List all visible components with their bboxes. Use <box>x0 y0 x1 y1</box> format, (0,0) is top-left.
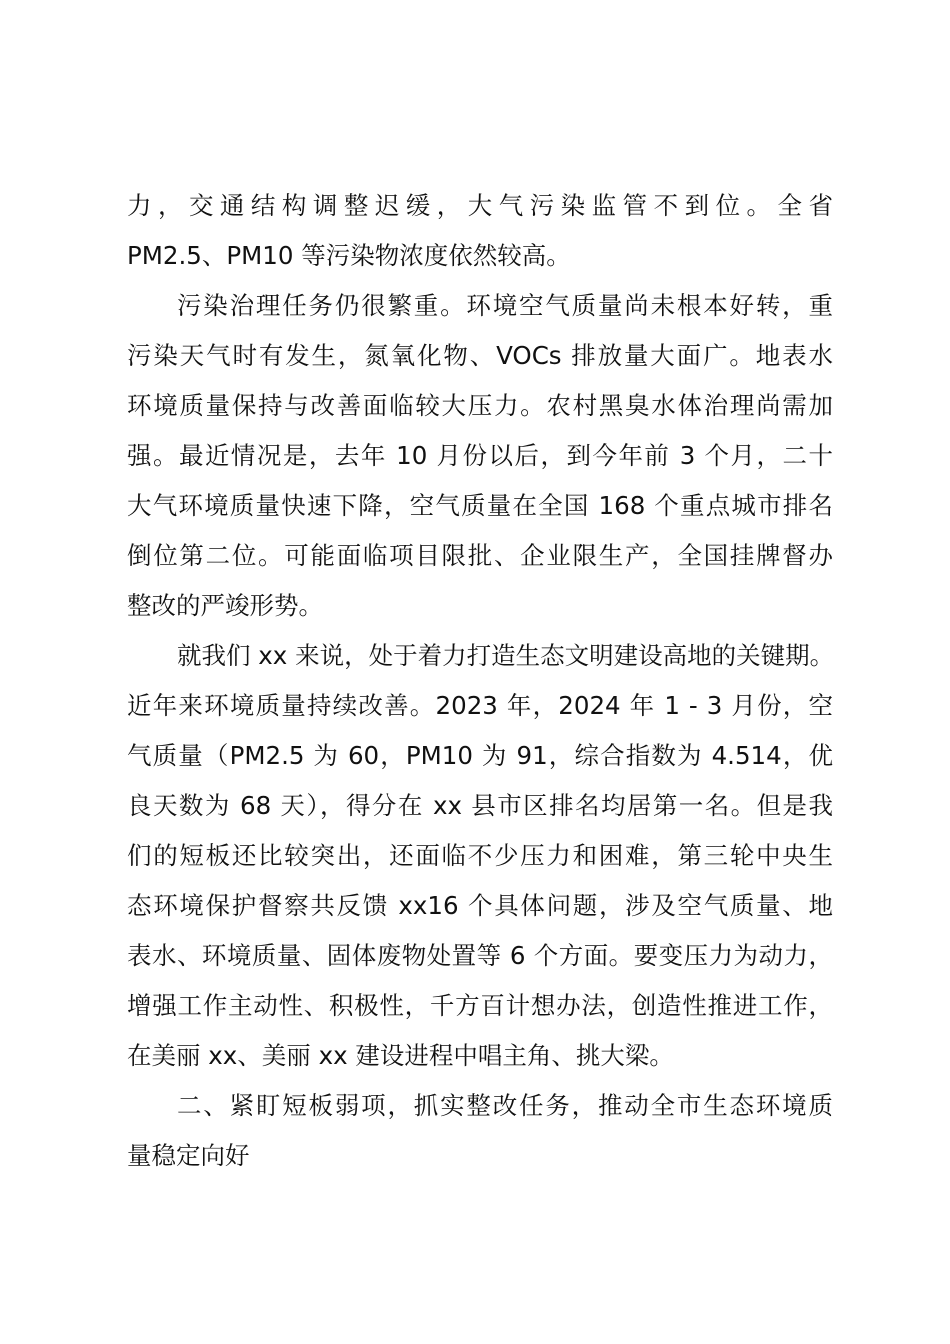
text-line-9: 整改的严竣形势。 <box>127 591 323 620</box>
section-heading-continued: 量稳定向好 <box>127 1141 250 1170</box>
text-line-2: PM2.5、PM10 等污染物浓度依然较高。 <box>127 241 571 270</box>
text-line-12: 气质量（PM2.5 为 60，PM10 为 91，综合指数为 4.514，优 <box>127 741 833 770</box>
text-line-18: 在美丽 xx、美丽 xx 建设进程中唱主角、挑大梁。 <box>127 1041 674 1070</box>
text-line-17: 增强工作主动性、积极性，千方百计想办法，创造性推进工作， <box>127 991 833 1020</box>
paragraph-start-pollution: 污染治理任务仍很繁重。环境空气质量尚未根本好转，重 <box>177 291 833 320</box>
paragraph-start-local: 就我们 xx 来说，处于着力打造生态文明建设高地的关键期。 <box>177 641 835 670</box>
text-line-14: 们的短板还比较突出，还面临不少压力和困难，第三轮中央生 <box>127 841 833 870</box>
text-line-7: 大气环境质量快速下降，空气质量在全国 168 个重点城市排名 <box>127 491 833 520</box>
text-line-1: 力，交通结构调整迟缓，大气污染监管不到位。全省 <box>127 191 833 220</box>
text-line-6: 强。最近情况是，去年 10 月份以后，到今年前 3 个月，二十 <box>127 441 833 470</box>
text-line-8: 倒位第二位。可能面临项目限批、企业限生产，全国挂牌督办 <box>127 541 833 570</box>
section-heading: 二、紧盯短板弱项，抓实整改任务，推动全市生态环境质 <box>177 1091 833 1120</box>
text-line-16: 表水、环境质量、固体废物处置等 6 个方面。要变压力为动力， <box>127 941 833 970</box>
text-line-13: 良天数为 68 天），得分在 xx 县市区排名均居第一名。但是我 <box>127 791 833 820</box>
text-line-11: 近年来环境质量持续改善。2023 年，2024 年 1 - 3 月份，空 <box>127 691 833 720</box>
text-line-5: 环境质量保持与改善面临较大压力。农村黑臭水体治理尚需加 <box>127 391 833 420</box>
text-line-15: 态环境保护督察共反馈 xx16 个具体问题，涉及空气质量、地 <box>127 891 833 920</box>
text-line-4: 污染天气时有发生，氮氧化物、VOCs 排放量大面广。地表水 <box>127 341 833 370</box>
